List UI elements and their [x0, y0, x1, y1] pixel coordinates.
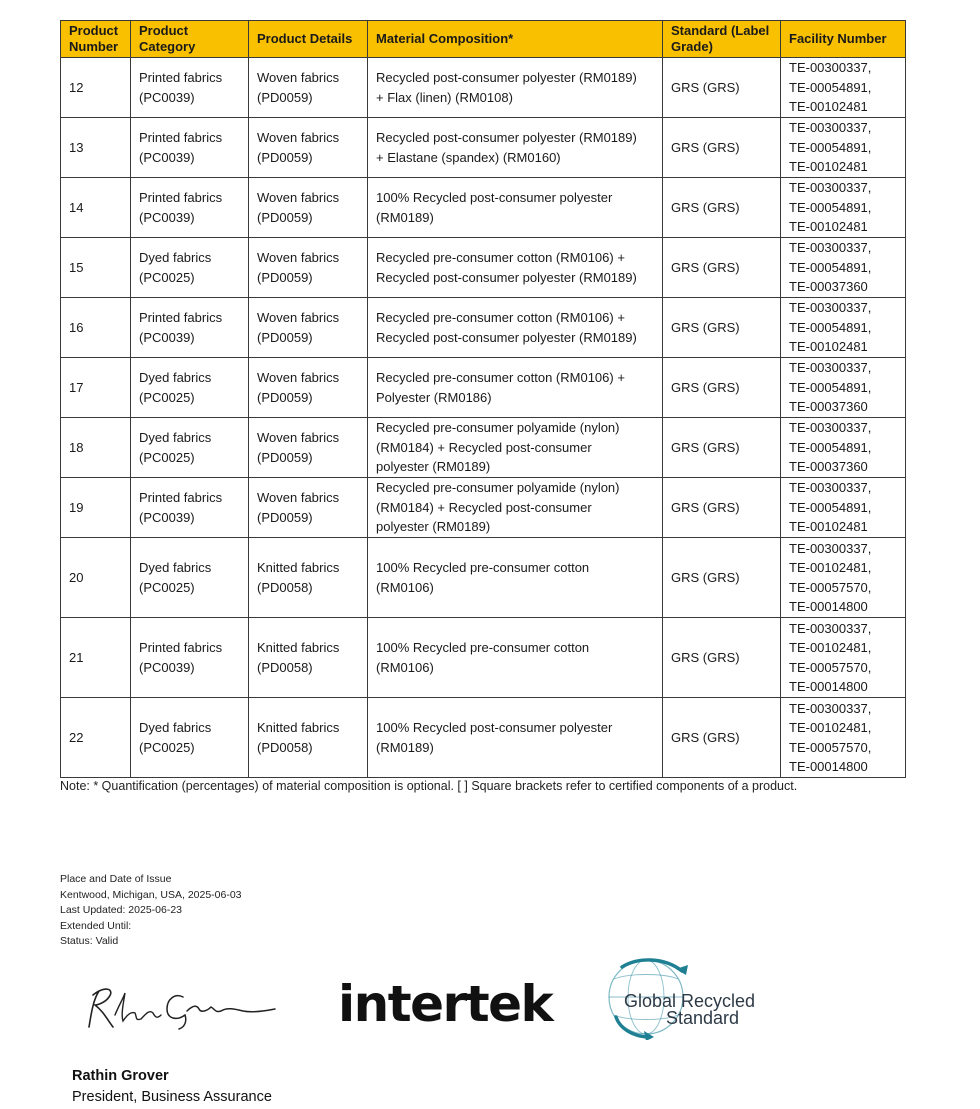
material-composition-line: Recycled post-consumer polyester (RM0189) — [376, 70, 637, 85]
facility-numbers — [781, 698, 906, 778]
product-details — [249, 618, 368, 698]
product-details-line: (PD0059) — [257, 149, 313, 165]
facility-numbers-line: TE-00054891, — [789, 439, 872, 455]
material-composition — [368, 698, 663, 778]
product-category-line: Printed fabrics — [139, 190, 223, 205]
signer-title: President, Business Assurance — [72, 1089, 272, 1105]
product-details-line: Woven fabrics — [257, 130, 340, 145]
product-category-line: Dyed fabrics — [139, 720, 212, 735]
material-composition-line: (RM0184) + Recycled post-consumer — [376, 499, 592, 515]
facility-numbers-line: TE-00054891, — [789, 499, 872, 515]
material-composition — [368, 298, 663, 358]
product-category-line: Printed fabrics — [139, 310, 223, 325]
standard-label-grade: GRS (GRS) — [663, 238, 781, 298]
material-composition-line: Recycled pre-consumer cotton (RM0106) + — [376, 370, 625, 385]
material-composition-line: (RM0106) — [376, 579, 434, 595]
facility-numbers-line: TE-00014800 — [789, 599, 868, 614]
facility-numbers-line: TE-00057570, — [789, 579, 872, 595]
header-material-composition: Material Composition* — [368, 21, 663, 58]
signer-name: Rathin Grover — [72, 1068, 169, 1084]
table-row — [61, 478, 906, 538]
facility-numbers-line: TE-00102481, — [789, 720, 872, 735]
facility-numbers — [781, 478, 906, 538]
product-category-line: Printed fabrics — [139, 70, 223, 85]
material-composition-line: Recycled pre-consumer polyamide (nylon) — [376, 420, 620, 436]
product-details-line: (PD0059) — [257, 449, 313, 465]
material-composition-line: (RM0189) — [376, 209, 434, 225]
material-composition — [368, 118, 663, 178]
material-composition-line: + Flax (linen) (RM0108) — [376, 89, 513, 105]
product-category — [131, 618, 249, 698]
product-details — [249, 358, 368, 418]
material-composition-line: Recycled post-consumer polyester (RM0189) — [376, 269, 637, 285]
material-composition — [368, 358, 663, 418]
intertek-logo: intertek — [338, 975, 553, 1033]
standard-label-grade: GRS (GRS) — [663, 118, 781, 178]
product-details-line: (PD0058) — [257, 659, 313, 675]
material-composition-line: Recycled post-consumer polyester (RM0189) — [376, 130, 637, 145]
facility-numbers — [781, 58, 906, 118]
product-category-line: (PC0039) — [139, 89, 195, 105]
table-row — [61, 538, 906, 618]
product-number: 12 — [61, 58, 131, 118]
material-composition-line: 100% Recycled post-consumer polyester — [376, 190, 613, 205]
product-details-line: (PD0059) — [257, 209, 313, 225]
facility-numbers-line: TE-00054891, — [789, 79, 872, 95]
table-row — [61, 298, 906, 358]
facility-numbers-line: TE-00300337, — [789, 480, 872, 496]
table-row — [61, 58, 906, 118]
table-row — [61, 178, 906, 238]
standard-label-grade: GRS (GRS) — [663, 58, 781, 118]
facility-numbers-line: TE-00102481, — [789, 560, 872, 575]
product-number: 16 — [61, 298, 131, 358]
product-category-line: (PC0039) — [139, 659, 195, 675]
product-details-line: (PD0059) — [257, 329, 313, 345]
facility-numbers — [781, 298, 906, 358]
material-composition-line: Recycled post-consumer polyester (RM0189) — [376, 329, 637, 345]
product-category — [131, 698, 249, 778]
facility-numbers-line: TE-00057570, — [789, 739, 872, 755]
product-category-line: Dyed fabrics — [139, 430, 212, 445]
product-number: 22 — [61, 698, 131, 778]
product-number: 20 — [61, 538, 131, 618]
product-category-line: Dyed fabrics — [139, 560, 212, 575]
standard-label-grade: GRS (GRS) — [663, 538, 781, 618]
product-category-line: (PC0025) — [139, 449, 195, 465]
facility-numbers-line: TE-00102481 — [789, 519, 868, 535]
material-composition-line: Recycled pre-consumer cotton (RM0106) + — [376, 250, 625, 265]
product-details-line: (PD0059) — [257, 509, 313, 525]
header-product-category: Product Category — [131, 21, 249, 58]
product-details — [249, 238, 368, 298]
signature — [75, 975, 290, 1050]
header-product-details: Product Details — [249, 21, 368, 58]
product-details-line: (PD0059) — [257, 269, 313, 285]
facility-numbers-line: TE-00102481 — [789, 99, 868, 115]
standard-label-grade: GRS (GRS) — [663, 698, 781, 778]
product-details — [249, 118, 368, 178]
product-details-line: Woven fabrics — [257, 310, 340, 325]
standard-label-grade: GRS (GRS) — [663, 478, 781, 538]
products-table — [60, 20, 906, 778]
product-category-line: (PC0025) — [139, 269, 195, 285]
table-row — [61, 418, 906, 478]
table-row — [61, 118, 906, 178]
facility-numbers-line: TE-00300337, — [789, 60, 872, 76]
product-number: 21 — [61, 618, 131, 698]
material-composition-line: polyester (RM0189) — [376, 519, 491, 535]
facility-numbers-line: TE-00014800 — [789, 759, 868, 774]
product-category — [131, 178, 249, 238]
table-body — [61, 58, 906, 778]
facility-numbers-line: TE-00037360 — [789, 279, 868, 295]
product-number: 18 — [61, 418, 131, 478]
product-details-line: Woven fabrics — [257, 430, 340, 445]
product-details — [249, 418, 368, 478]
product-details-line: Woven fabrics — [257, 490, 340, 505]
product-category-line: (PC0025) — [139, 389, 195, 405]
header-product-number: Product Number — [61, 21, 131, 58]
material-composition-line: 100% Recycled pre-consumer cotton — [376, 640, 590, 655]
product-details-line: Knitted fabrics — [257, 720, 340, 735]
product-details — [249, 58, 368, 118]
facility-numbers-line: TE-00300337, — [789, 620, 872, 636]
facility-numbers-line: TE-00102481 — [789, 339, 868, 355]
product-category-line: (PC0025) — [139, 739, 195, 755]
facility-numbers-line: TE-00300337, — [789, 120, 872, 136]
product-details — [249, 298, 368, 358]
material-composition-line: 100% Recycled post-consumer polyester — [376, 720, 613, 735]
product-details — [249, 698, 368, 778]
facility-numbers-line: TE-00054891, — [789, 259, 872, 275]
facility-numbers — [781, 418, 906, 478]
product-category-line: Printed fabrics — [139, 640, 223, 655]
facility-numbers-line: TE-00300337, — [789, 360, 872, 376]
table-row — [61, 238, 906, 298]
material-composition-line: (RM0189) — [376, 739, 434, 755]
material-composition-line: Recycled pre-consumer cotton (RM0106) + — [376, 310, 625, 325]
facility-numbers-line: TE-00037360 — [789, 399, 868, 415]
product-details-line: (PD0058) — [257, 739, 313, 755]
facility-numbers-line: TE-00054891, — [789, 199, 872, 215]
table-row — [61, 358, 906, 418]
facility-numbers-line: TE-00014800 — [789, 679, 868, 694]
header-row — [61, 21, 906, 58]
standard-label-grade: GRS (GRS) — [663, 298, 781, 358]
table-header — [61, 21, 906, 58]
facility-numbers-line: TE-00300337, — [789, 240, 872, 256]
facility-numbers — [781, 118, 906, 178]
product-number: 19 — [61, 478, 131, 538]
facility-numbers — [781, 178, 906, 238]
product-details-line: Knitted fabrics — [257, 560, 340, 575]
product-category-line: (PC0039) — [139, 329, 195, 345]
facility-numbers-line: TE-00102481 — [789, 219, 868, 235]
product-category — [131, 418, 249, 478]
product-category-line: (PC0025) — [139, 579, 195, 595]
product-category — [131, 58, 249, 118]
standard-label-grade: GRS (GRS) — [663, 618, 781, 698]
facility-numbers-line: TE-00300337, — [789, 540, 872, 556]
grs-logo — [604, 955, 804, 1040]
material-composition-line: Recycled pre-consumer polyamide (nylon) — [376, 480, 620, 496]
product-category-line: Dyed fabrics — [139, 250, 212, 265]
facility-numbers-line: TE-00300337, — [789, 180, 872, 196]
product-category — [131, 298, 249, 358]
material-composition — [368, 58, 663, 118]
facility-numbers-line: TE-00102481, — [789, 640, 872, 655]
product-number: 15 — [61, 238, 131, 298]
standard-label-grade: GRS (GRS) — [663, 418, 781, 478]
facility-numbers-line: TE-00057570, — [789, 659, 872, 675]
place-date-label: Place and Date of Issue — [60, 873, 172, 885]
product-details — [249, 478, 368, 538]
table-row — [61, 698, 906, 778]
product-category-line: Dyed fabrics — [139, 370, 212, 385]
grs-line-2: Standard — [666, 1008, 740, 1028]
product-category-line: (PC0039) — [139, 209, 195, 225]
material-composition — [368, 418, 663, 478]
product-category — [131, 238, 249, 298]
product-details-line: (PD0058) — [257, 579, 313, 595]
facility-numbers-line: TE-00102481 — [789, 159, 868, 175]
extended-until: Extended Until: — [60, 919, 132, 932]
product-category — [131, 478, 249, 538]
material-composition-line: (RM0184) + Recycled post-consumer — [376, 439, 592, 455]
product-details-line: Knitted fabrics — [257, 640, 340, 655]
facility-numbers — [781, 618, 906, 698]
table-note: Note: * Quantification (percentages) of material composition is optional. [ ] Square brackets refer to certified components of a product. — [60, 779, 798, 793]
product-number: 14 — [61, 178, 131, 238]
material-composition-line: + Elastane (spandex) (RM0160) — [376, 149, 561, 165]
product-details-line: Woven fabrics — [257, 250, 340, 265]
material-composition — [368, 238, 663, 298]
product-details-line: Woven fabrics — [257, 370, 340, 385]
material-composition — [368, 618, 663, 698]
table-row — [61, 618, 906, 698]
product-category-line: Printed fabrics — [139, 490, 223, 505]
material-composition-line: Polyester (RM0186) — [376, 389, 492, 405]
facility-numbers-line: TE-00054891, — [789, 139, 872, 155]
facility-numbers — [781, 238, 906, 298]
product-details-line: (PD0059) — [257, 389, 313, 405]
status: Status: Valid — [60, 935, 119, 947]
facility-numbers-line: TE-00054891, — [789, 379, 872, 395]
grs-line-1: Global Recycled — [624, 991, 756, 1011]
material-composition-line: 100% Recycled pre-consumer cotton — [376, 560, 590, 575]
material-composition — [368, 538, 663, 618]
material-composition-line: polyester (RM0189) — [376, 459, 491, 475]
material-composition — [368, 178, 663, 238]
product-details — [249, 178, 368, 238]
standard-label-grade: GRS (GRS) — [663, 178, 781, 238]
product-category-line: Printed fabrics — [139, 130, 223, 145]
facility-numbers — [781, 538, 906, 618]
product-details-line: Woven fabrics — [257, 70, 340, 85]
product-category-line: (PC0039) — [139, 509, 195, 525]
issue-location: Kentwood, Michigan, USA, 2025-06-03 — [60, 888, 242, 901]
product-category — [131, 358, 249, 418]
facility-numbers-line: TE-00037360 — [789, 459, 868, 475]
product-number: 13 — [61, 118, 131, 178]
facility-numbers-line: TE-00054891, — [789, 319, 872, 335]
standard-label-grade: GRS (GRS) — [663, 358, 781, 418]
facility-numbers-line: TE-00300337, — [789, 300, 872, 316]
product-category-line: (PC0039) — [139, 149, 195, 165]
material-composition — [368, 478, 663, 538]
material-composition-line: (RM0106) — [376, 659, 434, 675]
product-category — [131, 118, 249, 178]
issue-info — [60, 872, 242, 950]
product-details — [249, 538, 368, 618]
product-number: 17 — [61, 358, 131, 418]
product-category — [131, 538, 249, 618]
facility-numbers — [781, 358, 906, 418]
product-details-line: Woven fabrics — [257, 190, 340, 205]
facility-numbers-line: TE-00300337, — [789, 700, 872, 716]
last-updated: Last Updated: 2025-06-23 — [60, 904, 183, 916]
header-facility-number: Facility Number — [781, 21, 906, 58]
product-details-line: (PD0059) — [257, 89, 313, 105]
facility-numbers-line: TE-00300337, — [789, 420, 872, 436]
header-standard: Standard (Label Grade) — [663, 21, 781, 58]
